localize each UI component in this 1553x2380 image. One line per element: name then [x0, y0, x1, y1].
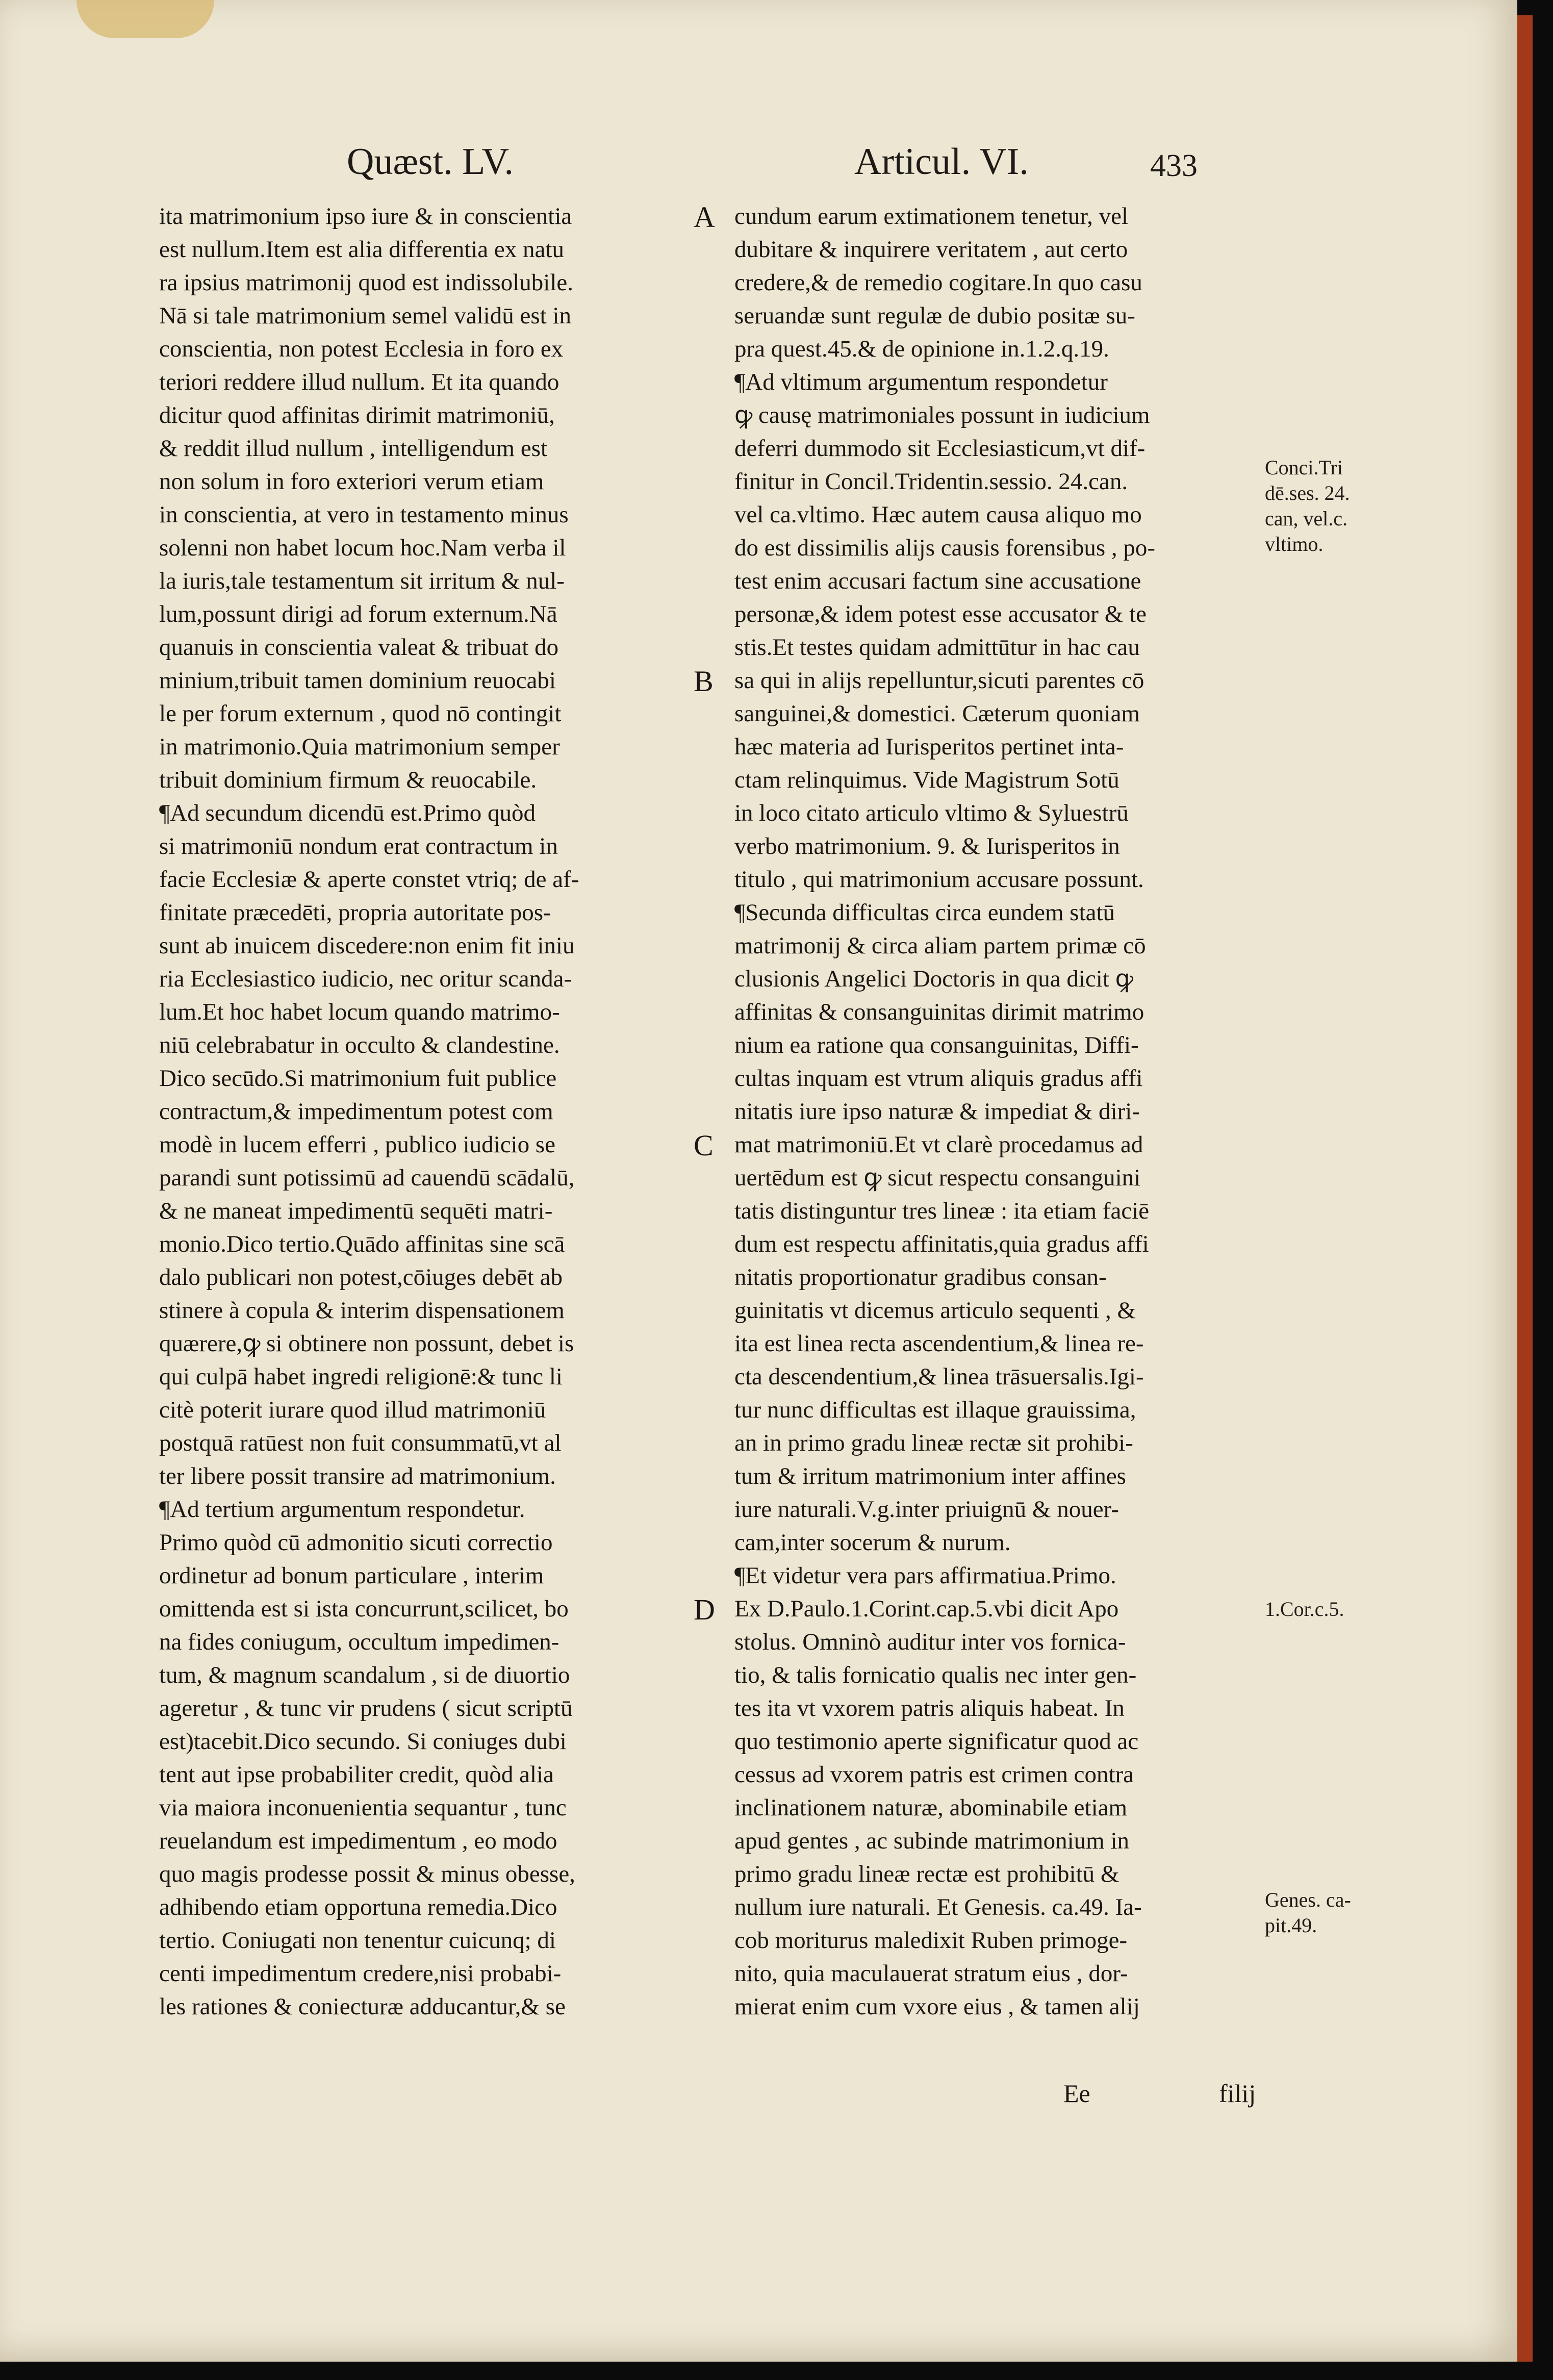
text-line: titulo , qui matrimonium accusare possunt.	[734, 866, 1144, 893]
text-line: quo magis prodesse possit & minus obesse,	[159, 1861, 575, 1887]
margin-note-line: 1.Cor.c.5.	[1265, 1598, 1344, 1621]
margin-note-corinthians	[1265, 1597, 1344, 1622]
text-line: qui culpā habet ingredi religionē:& tunc li	[159, 1363, 563, 1390]
text-line: nito, quia maculauerat stratum eius , dor-	[734, 1960, 1128, 1987]
text-line: mat matrimoniū.Et vt clarè procedamus ad	[734, 1131, 1143, 1158]
signature-mark: Ee	[1063, 2079, 1090, 2108]
text-line: ter libere possit transire ad matrimonium.	[159, 1463, 556, 1489]
text-line: guinitatis vt dicemus articulo sequenti , &	[734, 1297, 1136, 1324]
margin-note-line: pit.49.	[1265, 1914, 1317, 1937]
text-line: mierat enim cum vxore eius , & tamen alij	[734, 1993, 1140, 2020]
text-line: stolus. Omninò auditur inter vos fornica-	[734, 1629, 1126, 1655]
text-line: ageretur , & tunc vir prudens ( sicut scriptū	[159, 1695, 573, 1721]
text-line: nium ea ratione qua consanguinitas, Diffi-	[734, 1032, 1139, 1058]
text-line: tum & irritum matrimonium inter affines	[734, 1463, 1126, 1489]
margin-note-line: vltimo.	[1265, 533, 1323, 555]
text-line: tribuit dominium firmum & reuocabile.	[159, 767, 537, 793]
text-line: solenni non habet locum hoc.Nam verba il	[159, 535, 566, 561]
left-text-column	[159, 200, 692, 2023]
text-line: ¶Ad vltimum argumentum respondetur	[734, 369, 1108, 395]
text-line: ra ipsius matrimonij quod est indissolubile.	[159, 269, 574, 296]
text-line: affinitas & consanguinitas dirimit matrimo	[734, 999, 1144, 1025]
text-line: le per forum externum , quod nō contingit	[159, 700, 562, 727]
text-line: deferri dummodo sit Ecclesiasticum,vt dif-	[734, 435, 1145, 462]
text-line: ita matrimonium ipso iure & in conscientia	[159, 203, 572, 230]
text-line: Ex D.Paulo.1.Corint.cap.5.vbi dicit Apo	[734, 1596, 1119, 1622]
text-line: credere,& de remedio cogitare.In quo casu	[734, 269, 1142, 296]
text-line: tent aut ipse probabiliter credit, quòd alia	[159, 1761, 554, 1788]
text-line: seruandæ sunt regulæ de dubio positæ su-	[734, 302, 1135, 329]
text-line: inclinationem naturæ, abominabile etiam	[734, 1794, 1128, 1821]
text-line: ¶Secunda difficultas circa eundem statū	[734, 899, 1115, 926]
text-line: modè in lucem efferri , publico iudicio se	[159, 1131, 556, 1158]
text-line: tum, & magnum scandalum , si de diuortio	[159, 1662, 570, 1688]
text-line: cob moriturus maledixit Ruben primoge-	[734, 1927, 1128, 1954]
text-line: tur nunc difficultas est illaque grauissima,	[734, 1397, 1136, 1423]
text-line: ria Ecclesiastico iudicio, nec oritur scanda-	[159, 966, 572, 992]
margin-note-line: Conci.Tri	[1265, 456, 1343, 479]
section-letter-d: D	[694, 1593, 715, 1626]
text-line: centi impedimentum credere,nisi probabi-	[159, 1960, 562, 1987]
margin-note-line: Genes. ca-	[1265, 1888, 1351, 1911]
text-line: apud gentes , ac subinde matrimonium in	[734, 1828, 1130, 1854]
text-line: postquā ratūest non fuit consummatū,vt al	[159, 1430, 562, 1456]
text-line: la iuris,tale testamentum sit irritum & nul-	[159, 568, 565, 594]
page-number: 433	[1150, 148, 1198, 183]
running-head-article: Articul. VI.	[854, 141, 1029, 183]
text-line: ¶Ad secundum dicendū est.Primo quòd	[159, 800, 536, 826]
text-line: hæc materia ad Iurisperitos pertinet inta-	[734, 733, 1124, 760]
text-line: personæ,& idem potest esse accusator & te	[734, 601, 1147, 627]
paper-stain	[77, 0, 214, 38]
text-line: est nullum.Item est alia differentia ex natu	[159, 236, 564, 263]
text-line: niū celebrabatur in occulto & clandestine.	[159, 1032, 560, 1058]
text-line: via maiora inconuenientia sequantur , tunc	[159, 1794, 567, 1821]
text-line: cessus ad vxorem patris est crimen contra	[734, 1761, 1134, 1788]
text-line: monio.Dico tertio.Quādo affinitas sine scā	[159, 1231, 565, 1257]
margin-note-line: can, vel.c.	[1265, 507, 1348, 530]
text-line: citè poterit iurare quod illud matrimoniū	[159, 1397, 546, 1423]
text-line: Primo quòd cū admonitio sicuti correctio	[159, 1529, 553, 1556]
text-line: sanguinei,& domestici. Cæterum quoniam	[734, 700, 1140, 727]
text-line: ctam relinquimus. Vide Magistrum Sotū	[734, 767, 1119, 793]
text-line: in matrimonio.Quia matrimonium semper	[159, 733, 560, 760]
right-text-column	[734, 200, 1267, 2023]
margin-note-genesis	[1265, 1887, 1351, 1938]
text-line: ordinetur ad bonum particulare , interim	[159, 1562, 544, 1589]
text-line: dicitur quod affinitas dirimit matrimoniū,	[159, 402, 555, 428]
text-line: contractum,& impedimentum potest com	[159, 1098, 553, 1125]
text-line: quærere,ꝙ si obtinere non possunt, debet is	[159, 1330, 574, 1357]
text-line: sa qui in alijs repelluntur,sicuti parentes cō	[734, 667, 1144, 694]
text-line: cta descendentium,& linea trāsuersalis.Igi-	[734, 1363, 1144, 1390]
text-line: finitate præcedēti, propria autoritate pos-	[159, 899, 551, 926]
text-line: ita est linea recta ascendentium,& linea re-	[734, 1330, 1144, 1357]
text-line: adhibendo etiam opportuna remedia.Dico	[159, 1894, 557, 1920]
text-line: Dico secūdo.Si matrimonium fuit publice	[159, 1065, 557, 1092]
text-line: cultas inquam est vtrum aliquis gradus affi	[734, 1065, 1143, 1092]
text-line: Nā si tale matrimonium semel validū est in	[159, 302, 571, 329]
text-line: tatis distinguntur tres lineæ : ita etiam faciē	[734, 1198, 1150, 1224]
text-line: uertēdum est ꝙ sicut respectu consanguini	[734, 1164, 1141, 1191]
page-edge	[1517, 15, 1533, 2362]
text-line: minium,tribuit tamen dominium reuocabi	[159, 667, 556, 694]
text-line: dalo publicari non potest,cōiuges debēt ab	[159, 1264, 563, 1290]
text-line: pra quest.45.& de opinione in.1.2.q.19.	[734, 336, 1109, 362]
text-line: tes ita vt vxorem patris aliquis habeat. In	[734, 1695, 1125, 1721]
margin-note-concil	[1265, 455, 1350, 557]
text-line: ¶Ad tertium argumentum respondetur.	[159, 1496, 525, 1523]
text-line: an in primo gradu lineæ rectæ sit prohibi-	[734, 1430, 1133, 1456]
text-line: & ne maneat impedimentū sequēti matri-	[159, 1198, 553, 1224]
text-line: tertio. Coniugati non tenentur cuicunq; di	[159, 1927, 556, 1954]
text-line: do est dissimilis alijs causis forensibus , po-	[734, 535, 1156, 561]
text-line: non solum in foro exteriori verum etiam	[159, 468, 544, 495]
text-line: finitur in Concil.Tridentin.sessio. 24.can.	[734, 468, 1128, 495]
text-line: matrimonij & circa aliam partem primæ cō	[734, 932, 1146, 959]
section-letter-c: C	[694, 1129, 714, 1162]
text-line: parandi sunt potissimū ad cauendū scādalū,	[159, 1164, 575, 1191]
text-line: teriori reddere illud nullum. Et ita quando	[159, 369, 559, 395]
text-line: quanuis in conscientia valeat & tribuat do	[159, 634, 559, 661]
text-line: ꝙ causę matrimoniales possunt in iudicium	[734, 402, 1150, 428]
section-letter-b: B	[694, 665, 714, 698]
text-line: omittenda est si ista concurrunt,scilicet, bo	[159, 1596, 569, 1622]
text-line: & reddit illud nullum , intelligendum est	[159, 435, 548, 462]
text-line: stinere à copula & interim dispensationem	[159, 1297, 565, 1324]
text-line: verbo matrimonium. 9. & Iurisperitos in	[734, 833, 1120, 859]
text-line: est)tacebit.Dico secundo. Si coniuges dubi	[159, 1728, 567, 1755]
text-line: ¶Et videtur vera pars affirmatiua.Primo.	[734, 1562, 1116, 1589]
text-line: test enim accusari factum sine accusatione	[734, 568, 1141, 594]
text-line: conscientia, non potest Ecclesia in foro ex	[159, 336, 564, 362]
text-line: primo gradu lineæ rectæ est prohibitū &	[734, 1861, 1119, 1887]
running-head-question: Quæst. LV.	[347, 141, 514, 183]
text-line: stis.Et testes quidam admittūtur in hac cau	[734, 634, 1140, 661]
text-line: facie Ecclesiæ & aperte constet vtriq; de af-	[159, 866, 579, 893]
text-line: tio, & talis fornicatio qualis nec inter gen-	[734, 1662, 1137, 1688]
text-line: les rationes & coniecturæ adducantur,& se	[159, 1993, 566, 2020]
text-line: vel ca.vltimo. Hæc autem causa aliquo mo	[734, 501, 1142, 528]
text-line: iure naturali.V.g.inter priuignū & nouer-	[734, 1496, 1119, 1523]
text-line: nitatis proportionatur gradibus consan-	[734, 1264, 1107, 1290]
margin-note-line: dē.ses. 24.	[1265, 482, 1350, 504]
text-line: cundum earum extimationem tenetur, vel	[734, 203, 1129, 230]
text-line: dum est respectu affinitatis,quia gradus affi	[734, 1231, 1149, 1257]
text-line: lum,possunt dirigi ad forum externum.Nā	[159, 601, 557, 627]
text-line: dubitare & inquirere veritatem , aut certo	[734, 236, 1128, 263]
text-line: si matrimoniū nondum erat contractum in	[159, 833, 558, 859]
text-line: na fides coniugum, occultum impedimen-	[159, 1629, 559, 1655]
section-letter-a: A	[694, 200, 715, 234]
text-line: quo testimonio aperte significatur quod ac	[734, 1728, 1139, 1755]
text-line: sunt ab inuicem discedere:non enim fit iniu	[159, 932, 575, 959]
text-line: in loco citato articulo vltimo & Syluestrū	[734, 800, 1129, 826]
text-line: reuelandum est impedimentum , eo modo	[159, 1828, 557, 1854]
text-line: clusionis Angelici Doctoris in qua dicit ꝙ	[734, 966, 1133, 992]
text-line: cam,inter socerum & nurum.	[734, 1529, 1011, 1556]
text-line: lum.Et hoc habet locum quando matrimo-	[159, 999, 560, 1025]
catchword: filij	[1219, 2079, 1256, 2108]
text-line: in conscientia, at vero in testamento minus	[159, 501, 569, 528]
text-line: nullum iure naturali. Et Genesis. ca.49. Ia-	[734, 1894, 1142, 1920]
text-line: nitatis iure ipso naturæ & impediat & diri-	[734, 1098, 1140, 1125]
